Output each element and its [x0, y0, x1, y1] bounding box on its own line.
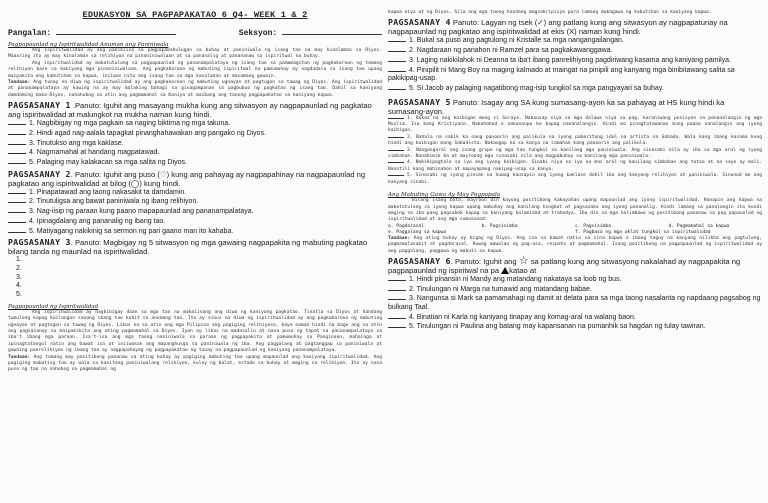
- section-field[interactable]: [239, 27, 382, 38]
- exercise-label: PAGSASANAY 2: [8, 168, 71, 179]
- exercise-instructions: Panuto: Lagyan ng tsek (✓) ang patlang kung ang sitwasyon ay nagpapatunay na nagpapaunlad ng pagkatao ang ispiritwalidad at ekis (X) naman kung hindi.: [388, 18, 728, 37]
- answer-blank[interactable]: [8, 148, 26, 154]
- item-text: 5. Palaging may kalakacan sa mga salita ng Diyos.: [29, 159, 187, 167]
- exercise-2-heading: [8, 170, 382, 188]
- list-item[interactable]: [388, 66, 762, 84]
- reminder-text: Ang tamang may positibong pananaw sa ating buhay ay pagiging mabuting tao upang mapaunlad ang kaniyang ispiritwalidad. Ang pagiging mabuting tao ay wala sa kanitang paniniwalang relihiyon, kulay ng balat, estado sa buhay at maging sa relihiyon. Ito ay nasa puso ng tao na nahubog sa pagmamahal ng: [8, 354, 382, 373]
- paragraph: Bilang isang bata, mayroon din kayong positibong kakayahan upang mapaunlad ang iyong ispiritwalidad. Hanapin ang kapwa na makatutulong sa iyong kapwa upang mabuhay ang kanilang hingkot at pagsasaka ang iyong pananalig. Hindi lamang sa panalangin ito kundi maging sa iba pang pagsubok kapag sa kaniyang kalamidad at trahedya. Iba din sa mga halimbawa ng positibong pananaw sa pag papaunlad ng ispiritwalidad at ang mga sumusunod:: [388, 198, 762, 223]
- exercise-label: PAGSASANAY 1: [8, 100, 71, 111]
- section-label: Seksyon:: [238, 29, 278, 38]
- answer-blank[interactable]: [8, 227, 26, 233]
- list-item[interactable]: [388, 46, 762, 56]
- list-item[interactable]: [388, 116, 762, 135]
- list-item[interactable]: [8, 217, 382, 227]
- answer-blank[interactable]: [388, 56, 406, 62]
- answer-blank[interactable]: [388, 66, 406, 72]
- exercise-label: PAGSASANAY 6: [388, 255, 451, 266]
- reminder-paragraph: [8, 80, 382, 99]
- answer-blank[interactable]: [8, 217, 26, 223]
- reminder-text: Ang tunay na diwa ng ispiritwalidad ay ang pagkakaroon ng mabuting ugnayan at pagtugon sa tawag ng Diyos. Ang ispiritwalidad at pananampalataya ay kawing na ay may malaking bahagi sa ginagampanan sa pagbubuo ng pagkatao ng isang tao. Dahil sa kaniyang damdaming maka-Diyos, nahahubog sa atin ang pagmamahal sa Kaniya at maibang ang tanong pagpapakatao sa kaniyang kapwa.: [8, 80, 382, 98]
- answer-blank[interactable]: [388, 162, 404, 163]
- exercise-instructions: .Panuto: Iguhit ang masayang mukha kung ang sitwasyon ay nagpapaunlad ng pagkatao ang ispiritwalidad at malungkot na mukha naman kung hindi.: [8, 101, 372, 120]
- answer-blank[interactable]: [388, 118, 404, 119]
- exercise-4-heading: [388, 18, 762, 36]
- exercise-instructions: . Panuto: Magbigay ng 5 sitwasyon ng mga gawaing nagpapakita ng mabuting pagkatao bilang tanda ng maunlad na ispiritwalidad.: [8, 238, 368, 257]
- answer-line[interactable]: 4.: [16, 282, 22, 290]
- document-title: EDUKASYON SA PAGPAPAKATAO 6 Q4- WEEK 1 & 2: [82, 10, 308, 20]
- reminder-label: Tandaan:: [8, 80, 31, 86]
- item-text: 1. Hindi pinansin ni Mandy ang matandang nakataya sa loob ng bus.: [409, 275, 622, 283]
- name-line[interactable]: [56, 27, 176, 35]
- item-text: 2. Hindi agad nag-aalala tapagkat pinanghahawakan ang pangako ng Diyos.: [29, 129, 267, 137]
- choice: a. Pagdarasal: [388, 223, 424, 229]
- list-item[interactable]: [388, 36, 762, 46]
- choice: e. Paggalang sa kapwa: [388, 229, 447, 235]
- item-text: 4. Nagmamahal at handang magpatawad.: [29, 149, 160, 157]
- reminder-label: Tandaan:: [388, 235, 411, 241]
- item-text: 1. Pinapatawad ang taong nakasakit ta damdamin.: [29, 188, 187, 196]
- exercise-instructions: . Panuto: Iguhit ang puso (♡) kung ang pahayag ay nagpapahinay na nagpapaunlad ng pagkatao ang ispiritwalidad at bilog (◯) kung hindi.: [8, 169, 366, 188]
- list-item[interactable]: [388, 56, 762, 66]
- item-text: 5. Si Jacob ay palaging nagatibong mag-isip tungkol sa mga pangyayari sa buhay.: [409, 84, 664, 92]
- list-item[interactable]: [8, 129, 382, 139]
- list-item[interactable]: [8, 188, 382, 198]
- triangle-icon: [501, 267, 509, 274]
- exercise-1-heading: [8, 101, 382, 119]
- section-line[interactable]: [282, 27, 382, 35]
- item-text: 5. Tinulungan ni Paulina ang batang may kapansanan na pumanhik sa hagdan ng tulay tawiran.: [409, 323, 706, 331]
- answer-blank[interactable]: [388, 175, 404, 176]
- answer-blank[interactable]: [8, 188, 26, 194]
- left-column: [8, 0, 382, 503]
- answer-blank[interactable]: [388, 294, 406, 300]
- answer-blank[interactable]: [8, 207, 26, 213]
- list-item[interactable]: [388, 84, 762, 94]
- paragraph: Ang ispiritwalidad ay nagbibigay daan sa mga tao na makaiisang ang diwa ng kaniyang pagkatao. Tinatla sa Diyos at handang tumulong kapag kailangan sanang ibang tao kahit sa anumang tao. Ito ay sinus na diwa ng ispiritwalidad ay ang pagkakaroon ng mabuting ugnayan at pagtugon sa tawag ng Diyos. Likas na sa atin ang mga Pilipino ang pagiging relihiyoso, kaya naman hindi na bago ang sa atin ang pagsasanay sa maipakikita ang ating pagmamahal sa Diyos. Iyan ay likas na madasalin at nasa puso ng tapat na pananampalataya sa iba't ibang mga paraan. Isa't-isa ang mga taong naniniwala sa paraan ng pagpapakita at pamumuhay sa Panginoon, mahalaga at ipinagtatangol natin ang bawat isa at iniiwasan ang mapanghusga sa paniniwala ng iba. Ang paggalang at pagtanggap sa paniniwala at gawaing panrelihiyon ng ibang tao ay nagpapahayag ng pagpapakatao ng tunay na pagpapaunlad ng kaniyang pananampalataya.: [8, 309, 382, 354]
- list-item[interactable]: [388, 173, 762, 186]
- exercise-instructions: katao at: [509, 265, 537, 275]
- answer-blank[interactable]: [8, 129, 26, 135]
- name-field[interactable]: [8, 27, 176, 38]
- item-text: 1. Nagbibigay ng mga pagkain sa naging biktima ng mga takuna.: [29, 120, 231, 128]
- answer-blank[interactable]: [8, 139, 26, 145]
- item-text: 2. Tinulungan ni Marga na tumawid ang matandang babae.: [409, 285, 592, 293]
- answer-blank[interactable]: [388, 275, 406, 281]
- exercise-3-heading: [8, 238, 382, 256]
- list-item[interactable]: [8, 148, 382, 158]
- paragraph: kapwa niya at ng Diyos. Sila ang mga taong handang magsakripisyo para lamang makagawa ng kabutihan sa kaniyang kapwa.: [388, 10, 712, 15]
- item-text: 5. Matiyagang nakikinig sa sermon ng pari gaano man ito kahaba.: [29, 227, 234, 235]
- answer-line[interactable]: 2.: [16, 264, 22, 272]
- answer-blank[interactable]: [388, 322, 406, 328]
- list-item[interactable]: [388, 148, 762, 161]
- list-item[interactable]: [388, 313, 762, 323]
- answer-blank[interactable]: [388, 150, 404, 151]
- name-section-row: [8, 27, 382, 38]
- item-text: 2. Nagdaraan ng panahon ni Ramzel para sa pagkakawanggawa.: [409, 47, 613, 55]
- reminder-label: Tandaan:: [8, 354, 31, 360]
- answer-line[interactable]: 5.: [16, 291, 22, 299]
- item-text: 1. Bukas na ang kaibigan mong si Soraya. Nakausap siya sa mga dalawa niya sa pag, karaniwang posisyon sa pananalangin ng mga Muslim. Isa kang Kristiyano. Nakahahod o nakanaupo ka kapag nananalangin. Hindi mo pinagtatawanan kung paano nanalangin ang iyong kaibigan.: [388, 115, 762, 134]
- list-item[interactable]: [388, 285, 762, 295]
- item-text: 4. Nakikipagtalo sa iyo ang iyong kaibigan. Sinabi niya sa iyo na mas aral ng kanilang simbahan ang totoo at na sayo ay mali. Nanatili kang mahinahon at mapayapang nakipag-usap sa kanya.: [388, 160, 762, 172]
- star-icon: ☆: [518, 254, 529, 267]
- answer-blank[interactable]: [388, 36, 406, 42]
- exercise-label: PAGSASANAY 4: [388, 17, 451, 28]
- item-text: 3. Nangangaral ang isang grupo ng mga tao tungkol sa kanilang mga paniniwala. Ang sinasabi nila ay iba sa mga aral ng iyong simbahan. Nanahimik ka at mayroong mga sinasabi nila ang magpabuhay sa kanilang mga paniniwala.: [388, 147, 762, 160]
- item-text: 4. Binatian ni Karla ng kaniyang tinapay ang komag-aral na walang baon.: [409, 313, 636, 321]
- item-text: 4. Ipinagdalang ang pananalig ng ibang tao.: [29, 217, 166, 225]
- answer-blank[interactable]: [8, 197, 26, 203]
- list-item[interactable]: [388, 275, 762, 285]
- choice: c. Pagsisimba: [575, 223, 611, 229]
- list-item[interactable]: [8, 139, 382, 149]
- list-item[interactable]: [388, 322, 762, 332]
- answer-blank[interactable]: [388, 46, 406, 52]
- answer-blank[interactable]: [388, 137, 404, 138]
- choice: d. Pagmamahal sa kapwa: [668, 223, 730, 229]
- item-text: 2. Tinutuligsa ang bawat paniniwala ng ibang relihiyon.: [29, 198, 199, 206]
- section-title-3: Ang Mabuting Gawa Ay May Pagpapala: [388, 192, 501, 199]
- section-title-2: Pagpapaunlad ng Ispiritwalidad: [8, 303, 99, 310]
- list-item[interactable]: [388, 135, 762, 148]
- item-text: 5. Sinasabi ng iyong pinsan na huwag kausapin ang iyong kaklase dahil iba ang kanyang relihiyon at paniniwala. Sinunod mo ang kanyang sinabi.: [388, 173, 762, 185]
- exercise-instructions: . Panuto: Iguhit ang: [450, 256, 517, 266]
- exercise-instructions: sa patlang kung ang sitwasyong nakalahad ay nagpapakita ng pagpapaunlad ng ispiritwal na pa: [388, 256, 741, 275]
- right-column: [388, 0, 762, 503]
- reminder-paragraph: [8, 355, 382, 374]
- item-text: 4. Pinipilit ni Mang Boy na maging kalmado at maingat na pinipili ang kanyang mga binibitawang salita sa pakikipag-usap.: [388, 66, 735, 83]
- paragraph: Ang ispiritwalidad ay ang pakikiisa sa pagpapakahulugan sa buhay at paniniwala ng isang tao na may kinalaman sa Diyos. Maaaring ito ay may kinalaman sa relihiyon na pinaniniwalaan at sa pananalig at panananaw sa ispiritwal na buhay.: [8, 48, 382, 60]
- exercise-5-heading: [388, 98, 762, 116]
- paragraph: Ang ispiritwalidad ay makatutulong sa pagpapaunlad ng pananampalataya ng isang tao sa pamamagitan ng pagkakaroon ng tamang relihiyon base sa kaniyang mga pinaniniwalaan. Ang pagkakaroon ng mabuting ispiritwal na pamumuhay ay nagdadala sa isang tao upang maipakita ang kabutihan sa kapwa, iniiwas nito ang isang tao sa mga kasalanan at masamang gawain.: [8, 60, 382, 79]
- reminder-text: Ang ating buhay ay bigay ng Diyos. Ang isa sa bawat natin sa sina kapwa o ibang taguy na kanyang nilikha ang pagtulong, pagmamalasakit at pagdarasal. Huwag mawalan ng pag-asa, respeto at pagmamahal. Isang positibong na pagpapaunlad ng ispiritwalidad ay ang paggalang, paggawa ng mabuti sa kapwa.: [388, 235, 762, 254]
- list-item[interactable]: [388, 294, 762, 312]
- exercise-instructions: Panuto: Isagay ang SA kung sumasang-ayon ka sa pahayag at HS kung hindi ka sumasang-ayon.: [388, 97, 725, 116]
- reminder-paragraph: [388, 236, 762, 255]
- section-title-1: Pagpapaunlad ng Ispiritwalidad Anuman ang Paniniwala: [8, 42, 169, 48]
- answer-line[interactable]: 3.: [16, 273, 22, 281]
- item-text: 3. Laging nakikilahok ni Deanna ta iba't ibang panrelihiyong pagdiriwang kasama ang kaniyang pamilya.: [409, 56, 731, 64]
- item-text: 1. Bukal sa puso ang pagtulong ni Kristalle sa mga nangangailangan.: [409, 37, 624, 45]
- list-item[interactable]: [388, 160, 762, 173]
- exercise-label: PAGSASANAY 3: [8, 237, 71, 248]
- list-item[interactable]: [8, 119, 382, 129]
- answer-line[interactable]: 1.: [16, 256, 22, 264]
- exercise-label: PAGSASANAY 5: [388, 96, 451, 107]
- answer-blank[interactable]: [8, 158, 26, 164]
- list-item[interactable]: [8, 207, 382, 217]
- exercise-6-heading: [388, 254, 762, 275]
- item-text: 3. Tinutukso ang mga kaklase.: [29, 139, 124, 147]
- item-text: 3. Nangunsa si Mark sa pamamahagi ng damit at delata para sa mga taong nasalanta ng napdaang pagsabog ng bulkang Taal.: [388, 295, 761, 312]
- list-item[interactable]: [8, 197, 382, 207]
- item-text: 2. Bahala na sabik ka nang panoorin ang palikula na iyong paboritong idol na artista sa Sabado. Wala kang ibang kasama kung hindi ang kaibigan mong Sabadista. Nakaugop ka sa kanya na samahan kang panoorin ang palikula.: [388, 134, 762, 147]
- choice: b. Pagsisimba: [481, 223, 518, 229]
- answer-blank[interactable]: [8, 119, 26, 125]
- answer-blank[interactable]: [388, 84, 406, 90]
- name-label: Pangalan:: [8, 29, 52, 38]
- answer-blank[interactable]: [388, 313, 406, 319]
- item-text: 3. Nag-iisip ng paraan kung paano mapapaunlad ang pananampalataya.: [29, 208, 254, 216]
- choice: f. Pagbasa ng mga aklat tungkol sa ispiritwalidad: [575, 229, 711, 235]
- answer-blank[interactable]: [388, 285, 406, 291]
- list-item[interactable]: [8, 227, 382, 237]
- list-item[interactable]: [8, 158, 382, 168]
